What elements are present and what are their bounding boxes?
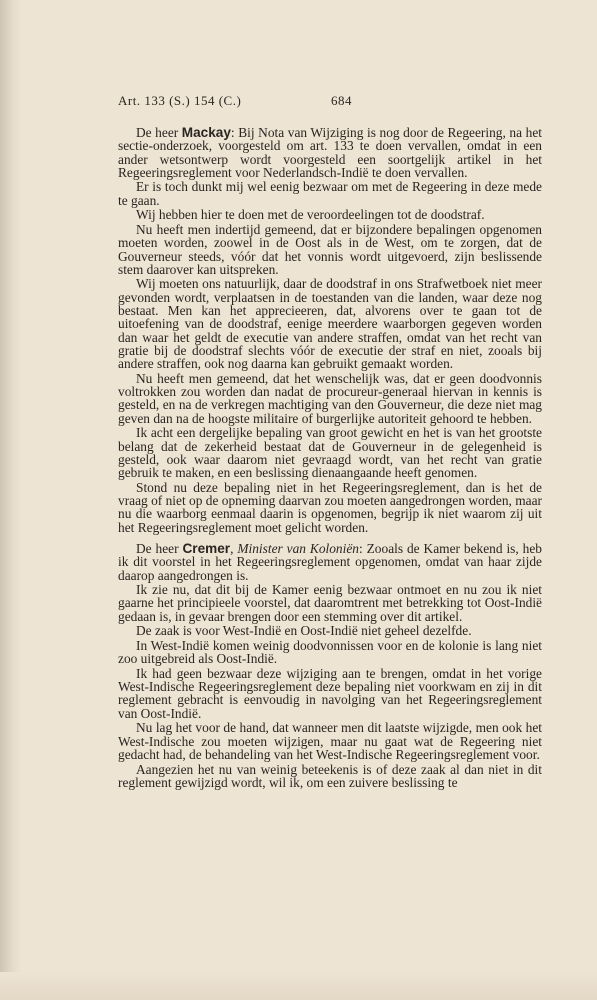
page-number: 684 [331,93,352,108]
paragraph [118,126,542,179]
paragraph: Wij moeten ons natuurlijk, daar de doodstraf in ons Strafwetboek niet meer gevonden wordt, verplaatsen in de toestanden van die landen, waar deze nog bestaat. Men kan het apprecieeren, dat, alvorens over te gaan tot de uitoefening van de doodstraf, eenige meerdere waarborgen gegeven worden dan waar het geldt de executie van andere straffen, omdat van het recht van gratie bij de doodstraf slechts vóór de executie der straf en niet, zooals bij andere straffen, ook nog daarna kan gebruikt gemaakt worden. [118,276,542,372]
speaker-title: Minister van Koloniën [237,540,359,556]
paragraph-text: : Bij Nota van Wijziging is nog door de Regeering, na het sectie-onderzoek, voorgesteld om art. 133 te doen vervallen, omdat in een ander wetsontwerp wordt voorgesteld een soortgelijk artikel in het Regeeringsreglement voor Nederlandsch-Indië te doen vervallen. [118,125,542,180]
paragraph: Nu heeft men indertijd gemeend, dat er bijzondere bepalingen opgenomen moeten worden, zoowel in de Oost als in de West, om te zorgen, dat de Gouverneur steeds, vóór dat het vonnis wordt uitgevoerd, zijn beslissende stem daarover kan uitspreken. [118,221,542,277]
paragraph: Nu lag het voor de hand, dat wanneer men dit laatste wijzigde, men ook het West-Indische zou moeten wijzigen, maar nu gaat wat de Regeering niet gedacht had, de behandeling van het West-Indische Regeeringsreglement voor. [118,720,542,762]
paragraph: De zaak is voor West-Indië en Oost-Indië niet geheel dezelfde. [136,623,472,639]
page-gutter-shadow [0,0,22,1000]
body-text [118,126,542,790]
speaker-name: Cremer [182,540,231,556]
page-header [118,93,550,113]
paragraph [118,542,542,582]
paragraph: Ik had geen bezwaar deze wijziging aan te brengen, omdat in het vorige West-Indische Regeeringsreglement deze bepaling niet voorkwam en zij in dit reglement gebracht is eenvoudig in navolging van het Regeeringsreglement van Oost-Indië. [118,665,542,721]
speaker-intro: De heer [136,540,183,556]
paragraph-text: : Zooals de Kamer bekend is, heb ik dit voorstel in het Regeeringsreglement opgenomen, omdat van haar zijde daarop aangedrongen is. [118,540,542,583]
paragraph: Wij hebben hier te doen met de veroordeelingen tot de doodstraf. [136,207,485,223]
paragraph: Nu heeft men gemeend, dat het wenschelijk was, dat er geen doodvonnis voltrokken zou worden dan nadat de procureur-generaal hiervan in kennis is gesteld, en na de verkregen machtiging van den Gouverneur, die deze niet mag geven dan na de hoogste militaire of burgerlijke autoriteit gehoord te hebben. [118,370,542,426]
paragraph: Aangezien het nu van weinig beteekenis is of deze zaak al dan niet in dit reglement gewijzigd wordt, wil ik, om een zuivere beslissing te [118,761,542,790]
page-bottom-edge [0,972,597,1000]
paragraph: Ik acht een dergelijke bepaling van groot gewicht en het is van het grootste belang dat de zekerheid bestaat dat de Gouverneur in de gelegenheid is gesteld, ook waar daarom niet gevraagd wordt, van het recht van gratie gebruik te maken, en een beslissing dienaangaande heeft genomen. [118,425,542,481]
paragraph: Stond nu deze bepaling niet in het Regeeringsreglement, dan is het de vraag of niet op de opneming daarvan zou moeten aangedrongen worden, maar nu die waarborg eenmaal daarin is opgenomen, begrijp ik niet waarom zij uit het Regeeringsreglement moet gelicht worden. [118,479,542,535]
comma: , [230,540,238,556]
paragraph: Ik zie nu, dat dit bij de Kamer eenig bezwaar ontmoet en nu zou ik niet gaarne het principieele voorstel, dat daaromtrent met betrekking tot Oost-Indië gedaan is, in gevaar brengen door een stemming over dit artikel. [118,582,542,624]
paragraph: In West-Indië komen weinig doodvonnissen voor en de kolonie is lang niet zoo uitgebreid als Oost-Indië. [118,637,542,667]
speaker-name: Mackay [181,125,231,140]
running-title: Art. 133 (S.) 154 (C.) [118,93,242,108]
paragraph: Er is toch dunkt mij wel eenig bezwaar om met de Regeering in deze mede te gaan. [118,179,542,208]
speaker-intro: De heer [136,125,182,140]
